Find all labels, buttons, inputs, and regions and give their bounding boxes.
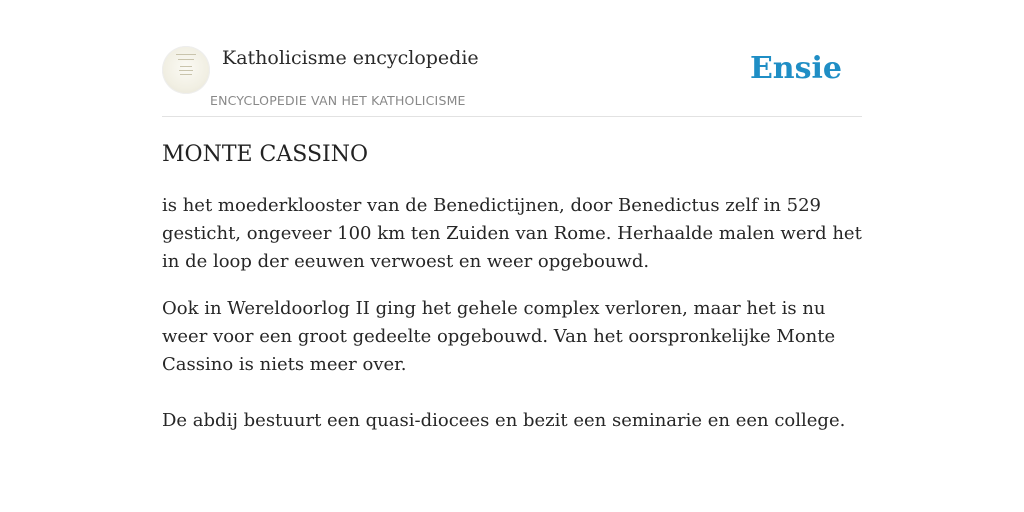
entry-title: MONTE CASSINO xyxy=(162,142,368,167)
encyclopedia-name-link[interactable]: Katholicisme encyclopedie xyxy=(222,47,479,69)
entry-paragraph: Ook in Wereldoorlog II ging het gehele complex verloren, maar het is nu weer voor een groot gedeelte opgebouwd. Van het oorspronkelijke Monte Cassino is niets meer over. xyxy=(162,298,836,375)
entry-paragraph: De abdij bestuurt een quasi-diocees en bezit een seminarie en een college. xyxy=(162,410,846,431)
cover-decoration xyxy=(176,54,196,55)
cover-decoration xyxy=(180,66,192,67)
encyclopedia-subtitle: ENCYCLOPEDIE VAN HET KATHOLICISME xyxy=(210,93,466,108)
content-column xyxy=(162,0,862,431)
cover-decoration xyxy=(179,70,193,71)
encyclopedia-header xyxy=(162,0,862,117)
cover-decoration xyxy=(178,59,194,60)
cover-decoration xyxy=(180,74,192,75)
ensie-logo-link[interactable]: Ensie xyxy=(749,51,842,86)
entry-paragraph: is het moederklooster van de Benedictijnen, door Benedictus zelf in 529 gesticht, ongeveer 100 km ten Zuiden van Rome. Herhaalde malen werd het in de loop der eeuwen verwoest en weer opgebouwd. xyxy=(162,195,862,272)
encyclopedia-cover-image[interactable] xyxy=(162,46,210,94)
